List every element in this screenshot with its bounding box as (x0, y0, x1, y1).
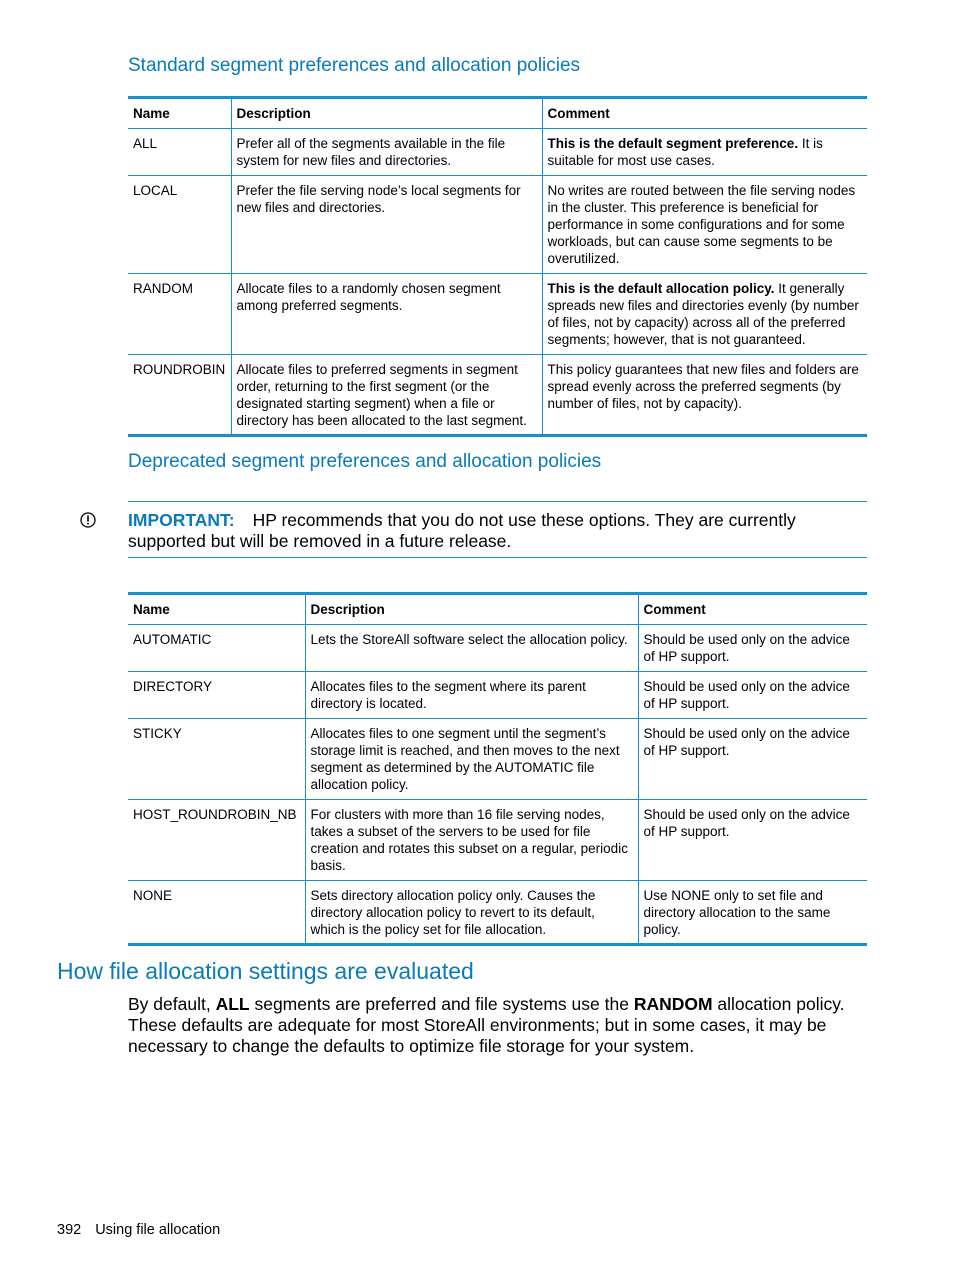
para-text: By default, (128, 994, 216, 1014)
cell-comment: Should be used only on the advice of HP support. (638, 672, 867, 719)
para-bold-all: ALL (215, 994, 250, 1014)
cell-comment (542, 274, 867, 355)
comment-bold: This is the default allocation policy. (547, 281, 775, 296)
cell-description: Allocates files to one segment until the segment’s storage limit is reached, and then moves to the next segment as determined by the AUTOMATIC file allocation policy. (305, 719, 638, 800)
body-paragraph (128, 994, 868, 1057)
cell-comment: Use NONE only to set file and directory allocation to the same policy. (638, 881, 867, 945)
cell-comment (542, 176, 867, 274)
cell-comment: Should be used only on the advice of HP support. (638, 800, 867, 881)
cell-description: Allocate files to a randomly chosen segment among preferred segments. (231, 274, 542, 355)
section-heading-deprecated: Deprecated segment preferences and allocation policies (128, 451, 602, 472)
section-heading-evaluation: How file allocation settings are evaluated (57, 958, 474, 984)
standard-policies-table (128, 96, 867, 437)
important-note (128, 501, 867, 558)
table-row (128, 274, 867, 355)
table-header-row (128, 594, 867, 625)
table-row (128, 719, 867, 800)
column-header-comment: Comment (638, 594, 867, 625)
table-row (128, 800, 867, 881)
cell-name: STICKY (128, 719, 305, 800)
cell-description: For clusters with more than 16 file serving nodes, takes a subset of the servers to be used for file creation and rotates this subset on a regular, periodic basis. (305, 800, 638, 881)
para-bold-random: RANDOM (633, 994, 713, 1014)
para-text: allocation policy. These defaults are adequate for most StoreAll environments; but in some cases, it may be necessary to change the defaults to optimize file storage for your system. (128, 994, 845, 1056)
footer-section-title: Using file allocation (95, 1222, 221, 1238)
table-row (128, 881, 867, 945)
cell-name: HOST_ROUNDROBIN_NB (128, 800, 305, 881)
cell-comment (542, 355, 867, 436)
cell-comment: Should be used only on the advice of HP support. (638, 719, 867, 800)
page-number: 392 (57, 1222, 82, 1238)
table-row (128, 625, 867, 672)
comment-text: No writes are routed between the file serving nodes in the cluster. This preference is beneficial for performance in some configurations and for some workloads, but can cause some segments to be overutilized. (547, 183, 856, 266)
deprecated-policies-table (128, 592, 867, 946)
cell-name: DIRECTORY (128, 672, 305, 719)
important-label: IMPORTANT: (128, 510, 235, 530)
page-footer (57, 1222, 220, 1238)
cell-description: Allocates files to the segment where its parent directory is located. (305, 672, 638, 719)
column-header-comment: Comment (542, 98, 867, 129)
cell-name: ROUNDROBIN (128, 355, 231, 436)
cell-description: Prefer all of the segments available in the file system for new files and directories. (231, 129, 542, 176)
section-heading-standard: Standard segment preferences and allocation policies (128, 55, 581, 76)
column-header-description: Description (231, 98, 542, 129)
column-header-name: Name (128, 98, 231, 129)
cell-name: LOCAL (128, 176, 231, 274)
important-alert-icon (80, 512, 96, 528)
cell-description: Sets directory allocation policy only. Causes the directory allocation policy to revert to its default, which is the policy set for file allocation. (305, 881, 638, 945)
table-row (128, 355, 867, 436)
cell-name: AUTOMATIC (128, 625, 305, 672)
comment-text: It generally spreads new files and directories evenly (by number of files, not by capacity) across all of the preferred segments; however, that is not guaranteed. (547, 281, 859, 347)
para-text: segments are preferred and file systems use the (249, 994, 634, 1014)
important-text: HP recommends that you do not use these options. They are currently supported but will be removed in a future release. (128, 510, 796, 551)
column-header-name: Name (128, 594, 305, 625)
table-row (128, 129, 867, 176)
cell-description: Allocate files to preferred segments in segment order, returning to the first segment (or the designated starting segment) when a file or directory has been allocated to the last segment. (231, 355, 542, 436)
table-row (128, 672, 867, 719)
cell-comment (542, 129, 867, 176)
table-header-row (128, 98, 867, 129)
comment-text: This policy guarantees that new files and folders are spread evenly across the preferred segments (by number of files, not by capacity). (547, 362, 859, 411)
cell-description: Lets the StoreAll software select the allocation policy. (305, 625, 638, 672)
column-header-description: Description (305, 594, 638, 625)
comment-text: It is suitable for most use cases. (547, 136, 823, 168)
cell-name: ALL (128, 129, 231, 176)
cell-comment: Should be used only on the advice of HP support. (638, 625, 867, 672)
cell-description: Prefer the file serving node’s local segments for new files and directories. (231, 176, 542, 274)
cell-name: NONE (128, 881, 305, 945)
cell-name: RANDOM (128, 274, 231, 355)
comment-bold: This is the default segment preference. (547, 136, 799, 151)
table-row (128, 176, 867, 274)
